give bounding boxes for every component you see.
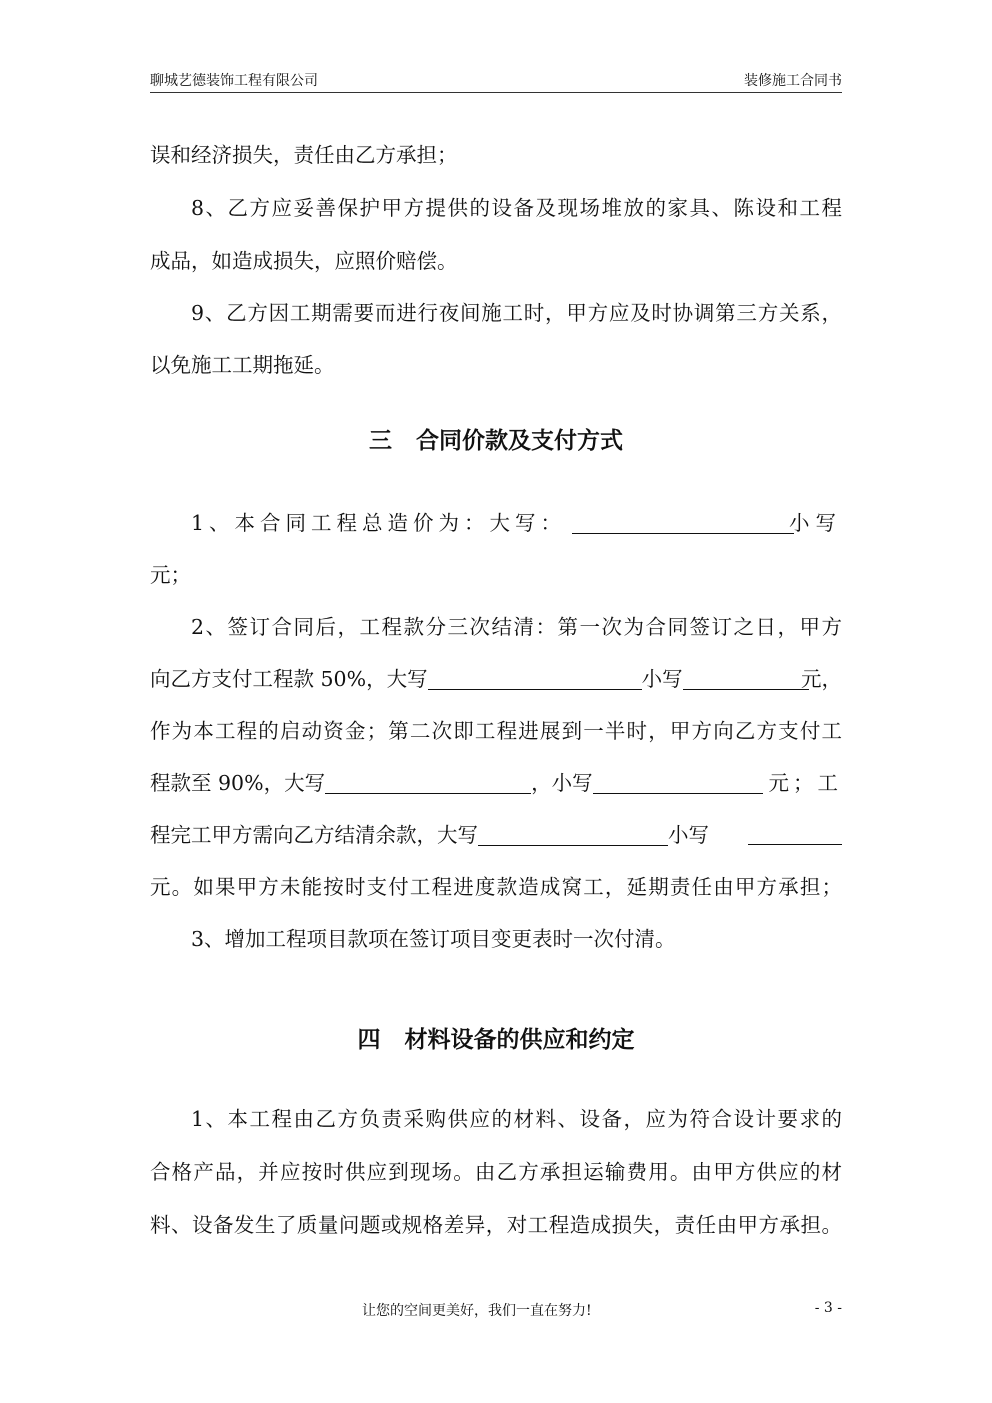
section-title: 合同价款及支付方式 (416, 428, 623, 454)
paragraph-line: 作为本工程的启动资金；第二次即工程进展到一半时，甲方向乙方支付工 (150, 719, 842, 743)
footer-slogan: 让您的空间更美好，我们一直在努力! (362, 1303, 592, 1319)
paragraph-line: 料、设备发生了质量问题或规格差异，对工程造成损失，责任由甲方承担。 (150, 1213, 842, 1237)
page-header (150, 70, 842, 93)
section-heading (150, 1024, 842, 1056)
paragraph-line: 8、乙方应妥善保护甲方提供的设备及现场堆放的家具、陈设和工程 (191, 196, 842, 220)
first-payment-label: 向乙方支付工程款 50%，大写 (150, 667, 428, 691)
first-payment-uppercase-blank (428, 667, 642, 690)
page-number: - 3 - (814, 1300, 842, 1316)
paragraph-line: 合格产品，并应按时供应到现场。由乙方承担运输费用。由甲方供应的材 (150, 1160, 842, 1184)
paragraph-line (150, 508, 842, 538)
paragraph-line: 成品，如造成损失，应照价赔偿。 (150, 249, 458, 273)
final-payment-label: 程完工甲方需向乙方结清余款，大写 (150, 823, 478, 847)
paragraph-line: 元。如果甲方未能按时支付工程进度款造成窝工，延期责任由甲方承担； (150, 875, 842, 899)
second-payment-label: 程款至 90%，大写 (150, 771, 326, 795)
section-number: 三 (369, 428, 392, 454)
currency-unit: 元， (801, 667, 842, 691)
company-name: 聊城艺德装饰工程有限公司 (150, 73, 318, 89)
second-payment-lowercase-blank (593, 771, 763, 794)
paragraph-line: 9、乙方因工期需要而进行夜间施工时，甲方应及时协调第三方关系， (191, 301, 842, 325)
first-payment-lowercase-blank (683, 667, 809, 690)
lowercase-label: 小写 (668, 823, 709, 847)
contract-total-label: 1、本合同工程总造价为：大写： (191, 511, 567, 535)
lowercase-label: 小写 (789, 511, 842, 535)
section-heading (150, 425, 842, 457)
paragraph-line: 2、签订合同后，工程款分三次结清：第一次为合同签订之日，甲方 (191, 615, 842, 639)
lowercase-label: ，小写 (531, 771, 593, 795)
paragraph-line (150, 768, 842, 798)
paragraph-line: 元； (150, 563, 191, 587)
lowercase-label: 小写 (641, 667, 683, 691)
total-amount-uppercase-blank (572, 511, 794, 534)
paragraph-line: 1、本工程由乙方负责采购供应的材料、设备，应为符合设计要求的 (191, 1107, 842, 1131)
paragraph-line: 误和经济损失，责任由乙方承担； (150, 143, 458, 167)
final-payment-uppercase-blank (478, 823, 668, 846)
currency-unit: 元；工 (768, 771, 842, 795)
section-number: 四 (357, 1027, 381, 1053)
paragraph-line (150, 820, 842, 850)
paragraph-line (150, 664, 842, 694)
paragraph-line: 以免施工工期拖延。 (150, 353, 335, 377)
document-title: 装修施工合同书 (744, 73, 842, 89)
second-payment-uppercase-blank (325, 771, 531, 794)
final-payment-lowercase-blank (748, 822, 842, 845)
paragraph-line: 3、增加工程项目款项在签订项目变更表时一次付清。 (191, 927, 676, 951)
section-title: 材料设备的供应和约定 (404, 1027, 635, 1053)
